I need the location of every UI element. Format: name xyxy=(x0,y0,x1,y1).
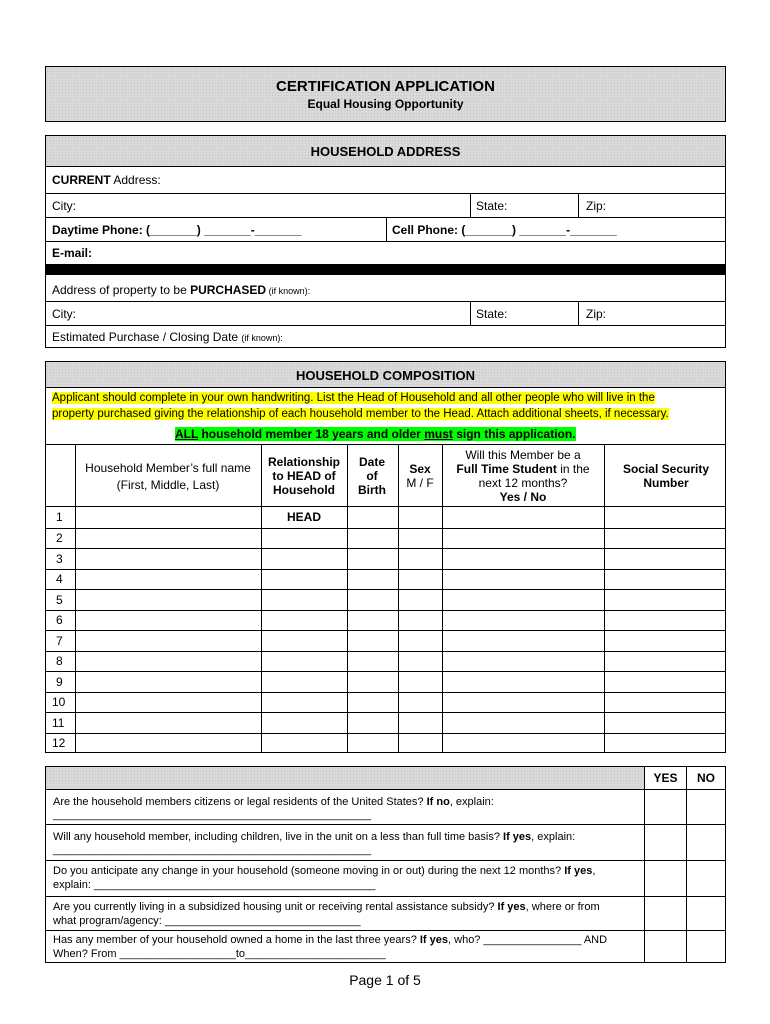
col-dob-line3: Birth xyxy=(358,483,386,497)
q2-bold: If yes xyxy=(503,831,532,843)
composition-section-title: HOUSEHOLD COMPOSITION xyxy=(295,368,476,383)
title-box xyxy=(45,66,726,122)
instruction-line-2: property purchased giving the relationship of each household member to the Head. Attach additional sheets, if necessary. xyxy=(52,408,669,420)
row-9[interactable] xyxy=(46,672,725,693)
col-ssn-header xyxy=(606,462,726,490)
col-student-line3: next 12 months? xyxy=(478,476,568,490)
q5-answer-line[interactable]: When? From ___________________to_______________________ xyxy=(53,948,386,960)
current-label: Address: xyxy=(110,173,161,187)
q5-text: Has any member of your household owned a home in the last three years? xyxy=(53,934,420,946)
address-header xyxy=(46,136,725,167)
questions-table xyxy=(45,766,726,963)
col-student-line4: Yes / No xyxy=(499,490,547,504)
row-number: 3 xyxy=(56,551,63,566)
signature-requirement xyxy=(175,427,576,441)
no-header: NO xyxy=(697,771,715,785)
composition-table xyxy=(45,445,726,753)
q1-answer-line[interactable]: ____________________________________________________ xyxy=(53,809,372,821)
row-number: 1 xyxy=(56,510,63,524)
q5-suffix: , who? ________________ AND xyxy=(448,934,608,946)
state-field[interactable]: State: xyxy=(476,199,508,213)
row-3[interactable] xyxy=(46,549,725,570)
purchase-suffix: (if known): xyxy=(266,286,311,296)
yes-header: YES xyxy=(653,771,678,785)
q3-suffix: , xyxy=(592,865,596,877)
row-10[interactable] xyxy=(46,692,725,713)
col-dob-line2: of xyxy=(366,469,378,483)
purchase-bold: PURCHASED xyxy=(190,283,267,297)
purchase-label: Address of property to be xyxy=(52,283,191,297)
closing-date-field[interactable] xyxy=(52,330,283,344)
q1-text: Are the household members citizens or legal residents of the United States? xyxy=(53,796,427,808)
row-number: 6 xyxy=(56,613,63,627)
col-name-line1: Household Member’s full name xyxy=(85,461,251,475)
col-relationship-header xyxy=(262,455,346,497)
page-number: Page 1 of 5 xyxy=(349,972,421,988)
row-number: 5 xyxy=(56,592,63,607)
closing-suffix: (if known): xyxy=(241,333,283,343)
page-title: CERTIFICATION APPLICATION xyxy=(276,78,495,95)
closing-label: Estimated Purchase / Closing Date xyxy=(52,330,242,344)
col-ssn-line1: Social Security xyxy=(622,462,710,476)
row-number: 10 xyxy=(52,695,66,709)
row-8[interactable] xyxy=(46,651,725,672)
purchase-address-field[interactable] xyxy=(52,283,310,297)
daytime-phone-field[interactable]: Daytime Phone: (_______) _______-_______ xyxy=(52,223,302,237)
q3-answer-line[interactable]: explain: ______________________________________________ xyxy=(53,879,376,891)
col-dob-header xyxy=(348,455,396,497)
row-5[interactable] xyxy=(46,590,725,611)
questions-header-shade xyxy=(46,767,645,789)
page-subtitle: Equal Housing Opportunity xyxy=(307,97,464,111)
cell-phone-field[interactable]: Cell Phone: (_______) _______-_______ xyxy=(392,223,617,237)
row-number: 7 xyxy=(56,633,63,648)
email-field[interactable]: E-mail: xyxy=(52,246,93,260)
household-composition-header xyxy=(45,361,726,445)
q2-text: Will any household member, including children, live in the unit on a less than full time basis? xyxy=(53,831,504,843)
q4-suffix: , where or from xyxy=(525,901,600,913)
must-word: must xyxy=(424,427,453,441)
city-field[interactable]: City: xyxy=(52,199,76,213)
q4-text: Are you currently living in a subsidized housing unit or receiving rental assistance subsidy? xyxy=(53,901,498,913)
q4-answer-line[interactable]: what program/agency: ________________________________ xyxy=(53,915,361,927)
col-rel-line3: Household xyxy=(273,483,335,497)
col-sex-line1: Sex xyxy=(409,462,431,476)
question-subsidized xyxy=(46,897,644,930)
row-7[interactable] xyxy=(46,631,725,652)
state2-field[interactable]: State: xyxy=(476,307,508,321)
question-household-change xyxy=(46,861,644,896)
q1-bold: If no xyxy=(426,796,450,808)
row-6[interactable] xyxy=(46,610,725,631)
zip2-field[interactable]: Zip: xyxy=(586,307,607,321)
row-number: 12 xyxy=(52,736,66,750)
row-number: 11 xyxy=(52,715,65,730)
question-owned-home xyxy=(46,931,644,963)
all-middle: household member 18 years and older xyxy=(198,427,425,441)
zip-field[interactable]: Zip: xyxy=(586,199,607,213)
col-student-header xyxy=(443,448,603,504)
q1-suffix: , explain: xyxy=(449,796,494,808)
q3-text: Do you anticipate any change in your household (someone moving in or out) during the next 12 months? xyxy=(53,865,565,877)
row-number: 9 xyxy=(56,674,63,689)
section-divider xyxy=(46,264,725,275)
current-address-field[interactable] xyxy=(52,173,161,187)
col-sex-header xyxy=(399,462,441,490)
question-part-time xyxy=(46,825,644,860)
col-rel-line2: to HEAD of xyxy=(272,469,336,483)
q2-answer-line[interactable]: ____________________________________________________ xyxy=(53,844,372,856)
q2-suffix: , explain: xyxy=(531,831,576,843)
col-student-line2: in the xyxy=(556,462,590,476)
current-bold: CURRENT xyxy=(52,173,111,187)
col-ssn-line2: Number xyxy=(643,476,689,490)
row-number: 4 xyxy=(56,572,63,586)
row-4[interactable] xyxy=(46,569,725,590)
col-student-line1: Will this Member be a xyxy=(465,448,581,462)
instruction-line-1: Applicant should complete in your own handwriting. List the Head of Household and all other people who will live in the xyxy=(52,392,655,404)
col-rel-line1: Relationship xyxy=(267,455,340,469)
q3-bold: If yes xyxy=(564,865,593,877)
row-12[interactable] xyxy=(46,733,725,753)
col-dob-line1: Date xyxy=(358,455,385,469)
address-section-title: HOUSEHOLD ADDRESS xyxy=(310,144,461,159)
all-end: sign this application. xyxy=(452,427,576,441)
row-1[interactable] xyxy=(46,507,725,528)
row-2[interactable] xyxy=(46,528,725,549)
col-name-line2: (First, Middle, Last) xyxy=(116,478,220,492)
row-11[interactable] xyxy=(46,713,725,734)
col-name-header xyxy=(76,461,260,492)
city2-field[interactable]: City: xyxy=(52,307,76,321)
all-word: ALL xyxy=(175,427,199,441)
head-label: HEAD xyxy=(286,510,321,524)
household-address-section xyxy=(45,135,726,348)
row-number: 8 xyxy=(56,654,63,668)
q4-bold: If yes xyxy=(497,901,526,913)
q5-bold: If yes xyxy=(419,934,449,946)
question-citizens xyxy=(46,790,644,824)
col-sex-line2: M / F xyxy=(406,476,434,490)
row-number: 2 xyxy=(56,531,63,545)
col-student-line2-bold: Full Time Student xyxy=(456,462,557,476)
